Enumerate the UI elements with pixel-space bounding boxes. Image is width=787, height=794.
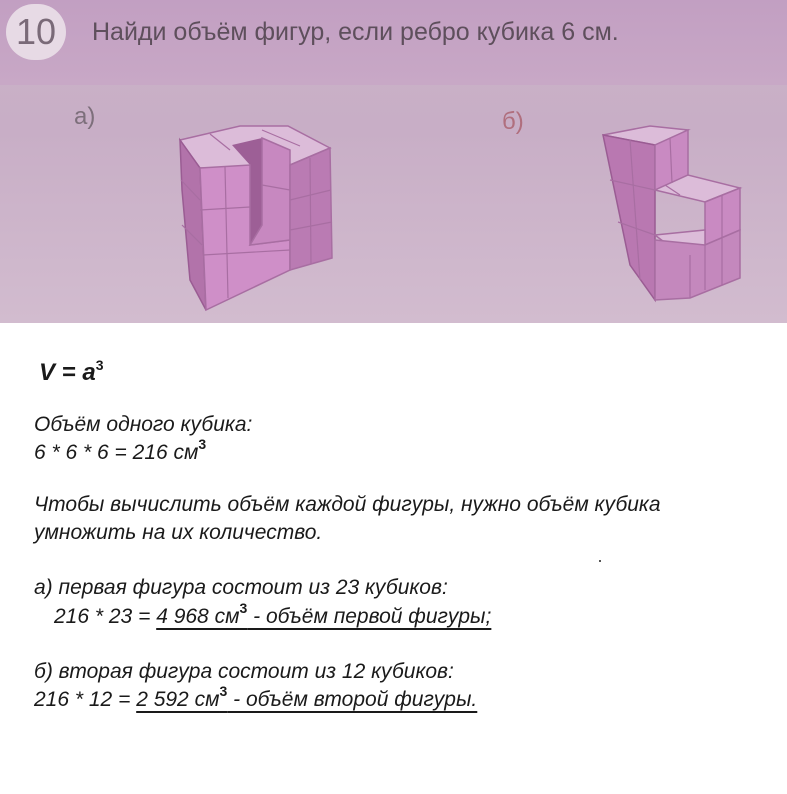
textbook-photo — [0, 0, 787, 323]
part-b-intro: б) вторая фигура состоит из 12 кубиков: — [34, 660, 454, 683]
figure-b-left-face — [603, 135, 655, 300]
part-a-result: 4 968 см — [156, 605, 240, 628]
formula-text: V = a — [39, 359, 96, 386]
figure-b-cubes — [0, 0, 787, 323]
volume-formula — [39, 359, 104, 387]
task-title: Найди объём фигур, если ребро кубика 6 см. — [92, 18, 619, 46]
figure-a-label: а) — [74, 103, 96, 130]
part-a-suffix: - объём первой фигуры; — [247, 605, 492, 628]
part-a-exponent: 3 — [239, 600, 248, 616]
part-b-calc-prefix: 216 * 12 = — [34, 688, 131, 711]
explain-line-2: умножить на их количество. — [34, 521, 323, 544]
part-b-calc — [34, 683, 478, 712]
part-b-exponent: 3 — [219, 683, 228, 699]
stray-dot — [599, 560, 601, 562]
one-cube-title: Объём одного кубика: — [34, 413, 253, 436]
explain-line-1: Чтобы вычислить объём каждой фигуры, нужно объём кубика — [34, 493, 661, 516]
one-cube-calc-text: 6 * 6 * 6 = 216 см — [34, 441, 199, 464]
figure-b-label: б) — [502, 108, 524, 135]
one-cube-calc — [34, 436, 207, 465]
part-a-calc-prefix: 216 * 23 = — [54, 605, 151, 628]
one-cube-exponent: 3 — [198, 436, 207, 452]
part-a-intro: а) первая фигура состоит из 23 кубиков: — [34, 576, 448, 599]
part-a-result-underlined — [156, 600, 492, 628]
part-b-result-underlined — [136, 683, 478, 711]
task-number: 10 — [6, 4, 66, 60]
formula-exponent: 3 — [95, 357, 104, 373]
solution-text — [0, 323, 787, 794]
part-b-result: 2 592 см — [136, 688, 220, 711]
part-b-suffix: - объём второй фигуры. — [227, 688, 478, 711]
part-a-calc — [54, 600, 492, 629]
